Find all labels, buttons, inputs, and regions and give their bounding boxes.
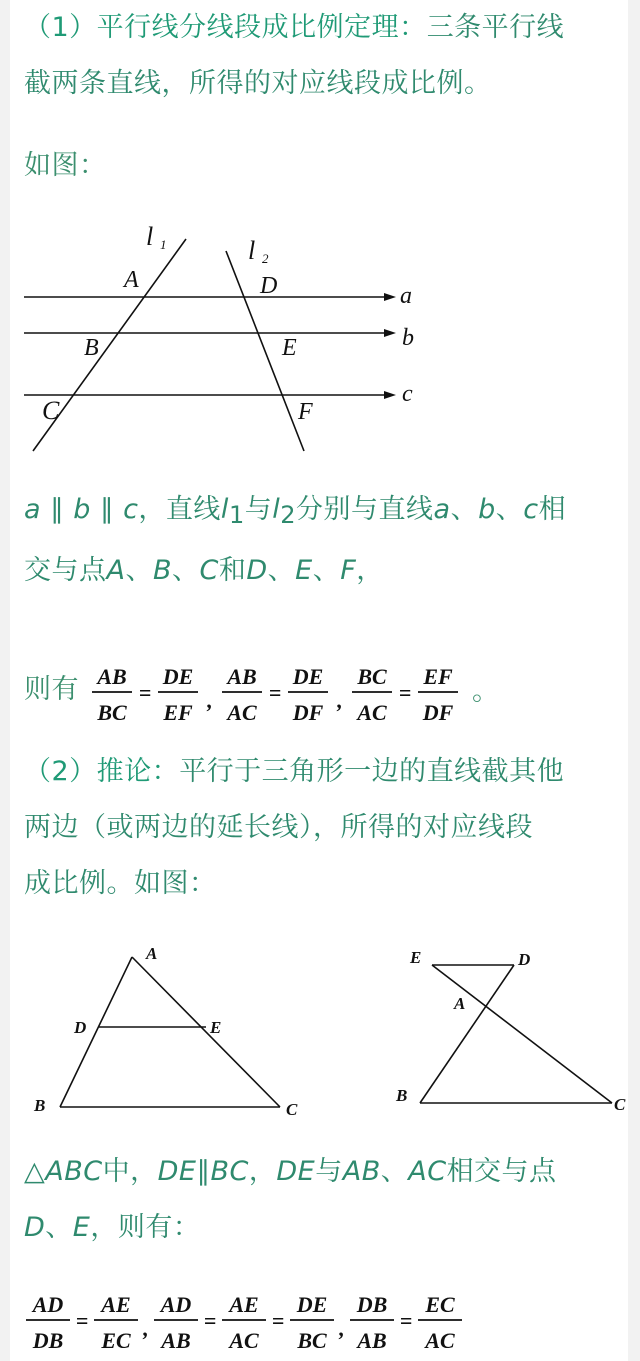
ratio2-f1-den: DB <box>32 1328 64 1353</box>
desc1-sep-4: 、 <box>172 555 200 586</box>
desc2-abc: ABC <box>45 1156 103 1187</box>
ratio2-f2-den: EC <box>101 1328 131 1353</box>
ratio1-f6-num: EF <box>423 664 453 689</box>
desc1-sep-5: 、 <box>267 555 296 586</box>
desc1-point-B: B <box>152 555 173 586</box>
desc1-sep-6: 、 <box>312 555 341 586</box>
desc1-point-D: D <box>246 555 268 586</box>
ratio2-f6-num: DB <box>356 1292 388 1317</box>
fig2-point-D: D <box>74 1018 87 1037</box>
desc1-l2: l <box>272 494 281 525</box>
ratio2-f4-num: AE <box>229 1292 259 1317</box>
desc2-de: DE <box>157 1156 197 1187</box>
ratio1-formula <box>86 652 506 732</box>
desc1-parallel-1: ∥ <box>50 494 65 525</box>
desc1-text-2: 与 <box>244 494 273 525</box>
arrow-a-icon <box>384 293 396 301</box>
ratio2-f7-num: EC <box>425 1292 455 1317</box>
ratio1-eq-1: = <box>138 680 152 705</box>
figure-triangle <box>24 935 324 1130</box>
desc2-point-E: E <box>72 1212 91 1243</box>
desc1-point-F: F <box>340 555 357 586</box>
section2-text-line3: 成比例。如图： <box>24 868 217 899</box>
ratio2-f4-den: AC <box>229 1328 259 1353</box>
ratio2-formula <box>20 1280 520 1360</box>
desc2-bc: BC <box>210 1156 249 1187</box>
desc1-sep-2: 、 <box>495 494 524 525</box>
arrow-c-icon <box>384 391 396 399</box>
fig3-point-C: C <box>614 1095 626 1114</box>
ratio2-comma-2: , <box>339 1316 345 1341</box>
point-C: C <box>42 396 60 425</box>
ratio1-f2-num: DE <box>162 664 194 689</box>
as-figure-text: 如图： <box>24 150 107 181</box>
desc2-text-2: ， <box>248 1156 277 1187</box>
fig2-point-C: C <box>286 1100 298 1119</box>
triangle-symbol: △ <box>24 1156 46 1187</box>
ratio1-f5-num: BC <box>357 664 387 689</box>
point-D: D <box>260 273 278 299</box>
ratio2-eq-4: = <box>399 1308 413 1333</box>
ratio1-f1-den: BC <box>97 700 127 725</box>
label-l1: l <box>146 222 154 251</box>
ratio1-comma-2: , <box>337 688 343 713</box>
desc1-text-3: 分别与直线 <box>296 494 434 525</box>
section2-paragraph <box>24 744 622 912</box>
desc2-text-3: 与 <box>315 1156 343 1187</box>
article-page <box>10 0 628 1361</box>
label-c: c <box>402 381 413 407</box>
point-A: A <box>124 267 139 293</box>
desc2-de-2: DE <box>276 1156 316 1187</box>
desc1-parallel-2: ∥ <box>99 494 114 525</box>
desc1-point-A: A <box>106 555 126 586</box>
ratio2-comma-1: , <box>143 1316 149 1341</box>
ratio2-f7-den: AC <box>425 1328 455 1353</box>
desc1-paragraph <box>24 482 622 599</box>
desc1-point-C: C <box>199 555 219 586</box>
section2-text-line1: 平行于三角形一边的直线截其他 <box>179 756 565 787</box>
ratio1-f4-num: DE <box>292 664 324 689</box>
desc2-sep-2: 、 <box>45 1212 73 1243</box>
ratio1-comma-1: , <box>207 688 213 713</box>
section2-heading: （2）推论： <box>24 756 180 787</box>
ratio1-f3-num: AB <box>227 664 257 689</box>
desc1-and: 和 <box>218 555 247 586</box>
desc2-text-5: ，则有： <box>90 1212 201 1243</box>
desc1-l2-sub: 2 <box>280 501 297 529</box>
fig3-point-B: B <box>396 1086 408 1105</box>
desc2-point-D: D <box>24 1212 46 1243</box>
arrow-b-icon <box>384 329 396 337</box>
desc2-sep-1: 、 <box>380 1156 409 1187</box>
ratio2-eq-1: = <box>75 1308 89 1333</box>
desc1-line-c: c <box>523 494 539 525</box>
desc1-end: ， <box>356 555 384 586</box>
ratio2-f6-den: AB <box>357 1328 387 1353</box>
section2-text-line2: 两边（或两边的延长线），所得的对应线段 <box>24 812 533 843</box>
ratio1-eq-3: = <box>398 680 412 705</box>
desc2-text-1: 中， <box>102 1156 158 1187</box>
desc1-l1: l <box>220 494 229 525</box>
desc1-line-a: a <box>433 494 451 525</box>
point-E: E <box>282 335 297 361</box>
desc2-text-4: 相交与点 <box>446 1156 557 1187</box>
desc1-sep-3: 、 <box>125 555 153 586</box>
point-F: F <box>298 399 313 425</box>
ratio2-f3-num: AD <box>160 1292 192 1317</box>
desc2-ac: AC <box>408 1156 447 1187</box>
desc1-text-5: 交与点 <box>24 555 107 586</box>
desc1-b: b <box>73 494 91 525</box>
desc2-parallel: ∥ <box>196 1156 211 1187</box>
desc1-text-1: ，直线 <box>138 494 221 525</box>
label-l2-sub: 2 <box>262 251 269 266</box>
desc2-paragraph <box>24 1144 622 1256</box>
desc1-l1-sub: 1 <box>228 501 245 529</box>
figure-parallel-lines <box>18 215 438 460</box>
fig3-point-A: A <box>454 994 466 1013</box>
fig2-point-B: B <box>34 1096 46 1115</box>
ratio1-suffix-text: 。 <box>472 676 500 707</box>
ratio1-f6-den: DF <box>422 700 454 725</box>
label-l2: l <box>248 236 256 265</box>
ratio2-f2-num: AE <box>101 1292 131 1317</box>
label-a: a <box>400 283 412 309</box>
ratio1-f2-den: EF <box>163 700 193 725</box>
section1-heading: （1）平行线分线段成比例定理： <box>24 12 427 43</box>
ratio1-f5-den: AC <box>357 700 387 725</box>
ratio1-f3-den: AC <box>227 700 257 725</box>
fig3-point-D: D <box>518 950 531 969</box>
ratio2-f5-num: DE <box>296 1292 328 1317</box>
as-figure-label <box>24 138 622 194</box>
desc1-point-E: E <box>295 555 313 586</box>
ratio2-f3-den: AB <box>161 1328 191 1353</box>
figure-extended-triangle <box>380 935 628 1130</box>
section1-text-line1: 三条平行线 <box>426 12 565 43</box>
desc1-a: a <box>24 494 42 525</box>
ratio2-eq-2: = <box>203 1308 217 1333</box>
desc1-line-b: b <box>478 494 496 525</box>
desc2-ab: AB <box>342 1156 381 1187</box>
point-B: B <box>84 335 99 361</box>
section1-paragraph <box>24 0 622 112</box>
ratio1-eq-2: = <box>268 680 282 705</box>
label-l1-sub: 1 <box>160 237 167 252</box>
ratio2-eq-3: = <box>271 1308 285 1333</box>
ratio1-suffix <box>472 664 512 720</box>
fig2-point-E: E <box>210 1018 222 1037</box>
ratio2-f5-den: BC <box>297 1328 327 1353</box>
label-b: b <box>402 325 414 351</box>
ratio1-f1-num: AB <box>97 664 127 689</box>
desc1-sep-1: 、 <box>450 494 479 525</box>
ratio1-prefix-text: 则有 <box>24 674 79 705</box>
fig3-point-E: E <box>410 948 422 967</box>
fig2-point-A: A <box>146 944 158 963</box>
desc1-text-4: 相 <box>538 494 567 525</box>
desc1-c: c <box>123 494 139 525</box>
ratio1-f4-den: DF <box>292 700 324 725</box>
section1-text-line2: 截两条直线，所得的对应线段成比例。 <box>24 68 492 99</box>
ratio2-f1-num: AD <box>32 1292 64 1317</box>
